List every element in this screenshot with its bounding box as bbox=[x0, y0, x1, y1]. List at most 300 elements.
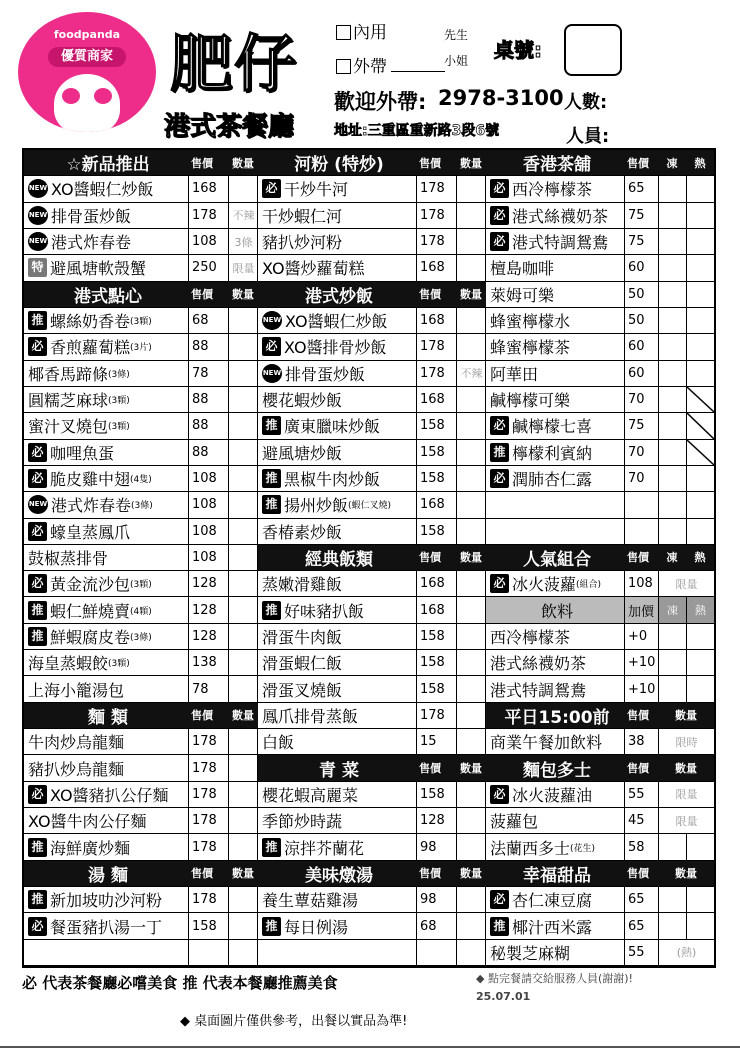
item-name bbox=[24, 834, 188, 859]
item-qty-cell[interactable] bbox=[228, 413, 258, 438]
menu-item[interactable] bbox=[486, 887, 714, 913]
menu-item[interactable] bbox=[24, 782, 258, 808]
menu-item[interactable] bbox=[258, 834, 486, 860]
item-qty-cell[interactable]: 3條 bbox=[228, 229, 258, 254]
cold-cell[interactable] bbox=[658, 176, 686, 201]
menu-item[interactable] bbox=[486, 834, 714, 860]
tag-new-icon: NEW bbox=[28, 495, 48, 514]
menu-item[interactable] bbox=[24, 571, 258, 597]
item-price: 60 bbox=[624, 334, 658, 359]
item-qty-cell[interactable] bbox=[456, 308, 486, 333]
item-qty-cell[interactable] bbox=[456, 703, 486, 728]
cold-cell[interactable] bbox=[658, 282, 686, 307]
cold-cell[interactable] bbox=[658, 440, 686, 465]
item-qty-cell[interactable] bbox=[456, 887, 486, 912]
hot-cell[interactable]: 熱 bbox=[694, 551, 706, 565]
menu-item[interactable] bbox=[486, 361, 714, 387]
menu-item[interactable] bbox=[486, 624, 714, 650]
item-name bbox=[258, 887, 416, 912]
item-price: 售價 bbox=[419, 867, 441, 881]
item-label: 蠔皇蒸鳳爪 bbox=[50, 522, 131, 542]
menu-item[interactable] bbox=[24, 676, 258, 702]
item-price: 168 bbox=[416, 492, 456, 517]
item-label: 上海小籠湯包 bbox=[28, 680, 125, 700]
item-name bbox=[24, 782, 188, 807]
item-qty-cell[interactable] bbox=[228, 624, 258, 649]
menu-item[interactable] bbox=[258, 229, 486, 255]
item-price: 75 bbox=[624, 229, 658, 254]
hot-cell[interactable] bbox=[686, 519, 714, 544]
tag-recommend-icon: 推 bbox=[262, 469, 281, 488]
hot-cell[interactable] bbox=[686, 413, 714, 438]
hot-cell[interactable] bbox=[686, 466, 714, 491]
tag-must-icon: 必 bbox=[28, 469, 47, 488]
item-name bbox=[258, 466, 416, 491]
cold-cell[interactable] bbox=[658, 887, 686, 912]
item-name bbox=[24, 913, 188, 938]
item-qty-cell[interactable] bbox=[228, 440, 258, 465]
restaurant-name: 肥仔 bbox=[170, 27, 299, 100]
item-qty-cell[interactable] bbox=[456, 519, 486, 544]
section-header bbox=[24, 282, 258, 308]
tag-must-icon: 必 bbox=[28, 785, 47, 804]
hot-cell[interactable] bbox=[686, 229, 714, 254]
item-qty-cell[interactable]: 限時 bbox=[658, 729, 714, 754]
item-price: 128 bbox=[416, 808, 456, 833]
item-qty-cell[interactable] bbox=[456, 387, 486, 412]
item-qty-cell[interactable]: 限量 bbox=[658, 782, 714, 807]
item-name bbox=[24, 676, 188, 701]
item-qty-cell[interactable] bbox=[228, 887, 258, 912]
item-label: 檀島咖啡 bbox=[490, 259, 555, 279]
menu-item[interactable] bbox=[486, 334, 714, 360]
menu-item[interactable] bbox=[24, 940, 258, 966]
menu-item[interactable] bbox=[258, 492, 486, 518]
item-qty-cell[interactable] bbox=[456, 334, 486, 359]
menu-item[interactable] bbox=[486, 808, 714, 834]
menu-item[interactable] bbox=[24, 203, 258, 229]
table-number-label: 桌號: bbox=[494, 38, 542, 62]
menu-item[interactable] bbox=[258, 203, 486, 229]
hot-cell[interactable] bbox=[686, 361, 714, 386]
item-price: 250 bbox=[188, 255, 228, 280]
menu-item[interactable] bbox=[258, 255, 486, 281]
item-label: XO醬蝦仁炒飯 bbox=[285, 312, 388, 332]
item-label: 每日例湯 bbox=[284, 917, 349, 937]
cold-cell[interactable] bbox=[658, 361, 686, 386]
item-label: 揚州炒飯 bbox=[284, 496, 349, 516]
hot-cell[interactable] bbox=[686, 440, 714, 465]
item-price: 加價 bbox=[624, 597, 658, 622]
menu-item[interactable] bbox=[258, 440, 486, 466]
item-price: 68 bbox=[416, 913, 456, 938]
item-label: 養生蕈菇雞湯 bbox=[262, 891, 359, 911]
item-qty-cell[interactable] bbox=[228, 782, 258, 807]
item-price: 60 bbox=[624, 255, 658, 280]
hot-cell[interactable]: 熱 bbox=[694, 156, 706, 170]
item-qty-cell[interactable] bbox=[456, 913, 486, 938]
item-qty-cell[interactable] bbox=[456, 492, 486, 517]
item-label: 圓糯芝麻球 bbox=[28, 391, 109, 411]
item-qty-cell[interactable] bbox=[228, 913, 258, 938]
section-header bbox=[486, 150, 714, 176]
menu-item[interactable] bbox=[24, 492, 258, 518]
menu-item[interactable] bbox=[486, 940, 714, 966]
item-qty-cell[interactable] bbox=[228, 650, 258, 675]
item-price: 88 bbox=[188, 334, 228, 359]
checkbox-icon[interactable] bbox=[336, 59, 351, 74]
item-label: 港式特調鴛鴦 bbox=[490, 680, 587, 700]
hot-cell[interactable] bbox=[686, 676, 714, 701]
menu-item[interactable] bbox=[486, 282, 714, 308]
item-price bbox=[624, 519, 658, 544]
menu-item[interactable] bbox=[258, 597, 486, 623]
cold-cell[interactable] bbox=[658, 834, 686, 859]
menu-item[interactable] bbox=[258, 703, 486, 729]
hot-cell[interactable] bbox=[686, 913, 714, 938]
takeout-option[interactable]: 外帶 bbox=[336, 52, 445, 77]
item-qty-cell[interactable] bbox=[228, 466, 258, 491]
item-name bbox=[486, 492, 624, 517]
item-qty-cell[interactable] bbox=[228, 755, 258, 780]
item-qty-cell[interactable] bbox=[456, 255, 486, 280]
item-quantity-note: (3顆) bbox=[130, 580, 152, 591]
item-price: 售價 bbox=[419, 762, 441, 776]
item-label: 港式炸春卷 bbox=[51, 496, 132, 516]
item-name bbox=[24, 729, 188, 754]
item-quantity-note: (3顆) bbox=[108, 659, 130, 670]
item-name bbox=[24, 203, 188, 228]
item-price: +10 bbox=[624, 650, 658, 675]
item-label: 港式絲襪奶茶 bbox=[512, 206, 609, 226]
menu-item[interactable] bbox=[258, 729, 486, 755]
item-name bbox=[258, 150, 416, 175]
item-label: 避風塘炒飯 bbox=[262, 443, 343, 463]
item-qty-cell[interactable] bbox=[456, 571, 486, 596]
cold-cell[interactable] bbox=[658, 387, 686, 412]
item-name bbox=[24, 229, 188, 254]
item-price: 70 bbox=[624, 466, 658, 491]
menu-item[interactable] bbox=[24, 834, 258, 860]
item-price bbox=[416, 940, 456, 965]
item-label: 飲料 bbox=[540, 601, 573, 621]
item-qty-cell[interactable] bbox=[228, 387, 258, 412]
section-header bbox=[258, 861, 486, 887]
menu-item[interactable] bbox=[258, 466, 486, 492]
item-qty-cell[interactable] bbox=[228, 308, 258, 333]
item-price: 88 bbox=[188, 440, 228, 465]
item-label: 椰香馬蹄條 bbox=[28, 364, 109, 384]
item-qty-cell[interactable] bbox=[456, 413, 486, 438]
menu-item[interactable] bbox=[486, 255, 714, 281]
item-qty-cell[interactable] bbox=[456, 650, 486, 675]
item-qty-cell: 數量 bbox=[460, 288, 482, 302]
menu-item[interactable] bbox=[24, 755, 258, 781]
cold-cell[interactable] bbox=[658, 466, 686, 491]
item-name bbox=[486, 282, 624, 307]
item-qty-cell[interactable] bbox=[228, 571, 258, 596]
cold-cell[interactable] bbox=[658, 229, 686, 254]
item-price: 售價 bbox=[191, 288, 213, 302]
cold-cell[interactable]: 凍 bbox=[666, 156, 678, 170]
item-qty-cell[interactable] bbox=[456, 440, 486, 465]
item-qty-cell[interactable] bbox=[228, 492, 258, 517]
item-price: 70 bbox=[624, 440, 658, 465]
cold-cell[interactable] bbox=[658, 650, 686, 675]
item-qty-cell[interactable] bbox=[228, 176, 258, 201]
item-qty-cell[interactable]: 不辣 bbox=[456, 361, 486, 386]
item-qty-cell[interactable]: 限量 bbox=[228, 255, 258, 280]
item-price: 售價 bbox=[191, 709, 213, 723]
item-price: 158 bbox=[416, 519, 456, 544]
menu-item[interactable] bbox=[486, 492, 714, 518]
menu-item[interactable] bbox=[24, 308, 258, 334]
menu-item[interactable] bbox=[486, 176, 714, 202]
menu-item[interactable] bbox=[486, 782, 714, 808]
menu-item[interactable] bbox=[258, 519, 486, 545]
item-label: 冰火菠蘿 bbox=[512, 575, 577, 595]
menu-item[interactable] bbox=[258, 413, 486, 439]
menu-item[interactable] bbox=[24, 413, 258, 439]
item-name bbox=[24, 887, 188, 912]
item-label: 脆皮雞中翅 bbox=[50, 470, 131, 490]
item-price: 68 bbox=[188, 308, 228, 333]
item-label: 潤肺杏仁露 bbox=[512, 470, 593, 490]
item-name bbox=[486, 597, 624, 622]
hot-cell[interactable] bbox=[686, 334, 714, 359]
item-name bbox=[258, 361, 416, 386]
item-qty-cell[interactable] bbox=[456, 782, 486, 807]
menu-item[interactable] bbox=[24, 913, 258, 939]
item-qty-cell[interactable] bbox=[456, 729, 486, 754]
item-label: ☆新品推出 bbox=[66, 155, 150, 176]
tag-special-icon: 特 bbox=[28, 258, 47, 277]
hot-cell[interactable] bbox=[686, 387, 714, 412]
section-header bbox=[258, 755, 486, 781]
restaurant-subtitle: 港式茶餐廳 bbox=[164, 112, 295, 142]
item-qty-cell[interactable] bbox=[228, 940, 258, 965]
item-qty-cell[interactable] bbox=[456, 624, 486, 649]
menu-item[interactable] bbox=[258, 571, 486, 597]
dine-in-option[interactable]: 內用 bbox=[336, 18, 387, 43]
cold-cell[interactable]: 凍 bbox=[658, 597, 686, 622]
item-qty-cell[interactable]: (熱) bbox=[658, 940, 714, 965]
menu-item[interactable] bbox=[258, 808, 486, 834]
item-qty-cell[interactable] bbox=[456, 597, 486, 622]
item-label: 鮮蝦腐皮卷 bbox=[50, 627, 131, 647]
item-qty-cell[interactable] bbox=[456, 940, 486, 965]
cold-cell[interactable] bbox=[658, 519, 686, 544]
menu-item[interactable] bbox=[486, 650, 714, 676]
menu-item[interactable] bbox=[258, 650, 486, 676]
tag-recommend-icon: 推 bbox=[262, 601, 281, 620]
cold-cell[interactable] bbox=[658, 624, 686, 649]
mr-label: 先生 bbox=[444, 28, 469, 42]
hot-cell[interactable] bbox=[686, 887, 714, 912]
item-name bbox=[258, 676, 416, 701]
menu-item[interactable] bbox=[24, 440, 258, 466]
item-name bbox=[486, 150, 624, 175]
item-name bbox=[258, 413, 416, 438]
cold-cell[interactable] bbox=[658, 334, 686, 359]
item-label: 西冷檸檬茶 bbox=[512, 180, 593, 200]
item-qty-cell[interactable] bbox=[456, 834, 486, 859]
tag-must-icon: 必 bbox=[28, 443, 47, 462]
menu-item[interactable] bbox=[486, 466, 714, 492]
tag-must-icon: 必 bbox=[262, 337, 281, 356]
hot-cell[interactable] bbox=[686, 255, 714, 280]
item-qty-cell[interactable] bbox=[228, 808, 258, 833]
menu-item[interactable] bbox=[24, 229, 258, 255]
menu-item[interactable] bbox=[24, 650, 258, 676]
menu-item[interactable] bbox=[486, 729, 714, 755]
item-qty-cell[interactable] bbox=[228, 729, 258, 754]
item-label: 西冷檸檬茶 bbox=[490, 627, 571, 647]
item-price: 88 bbox=[188, 387, 228, 412]
menu-item[interactable] bbox=[258, 334, 486, 360]
menu-item[interactable] bbox=[24, 729, 258, 755]
menu-item[interactable] bbox=[258, 308, 486, 334]
hot-cell[interactable] bbox=[686, 308, 714, 333]
item-name bbox=[24, 334, 188, 359]
item-name bbox=[24, 545, 188, 570]
hot-cell[interactable] bbox=[686, 650, 714, 675]
menu-item[interactable] bbox=[258, 887, 486, 913]
item-price: 158 bbox=[416, 650, 456, 675]
menu-item[interactable] bbox=[258, 940, 486, 966]
hot-cell[interactable] bbox=[686, 282, 714, 307]
tag-must-icon: 必 bbox=[28, 574, 47, 593]
item-qty-cell[interactable] bbox=[456, 808, 486, 833]
item-quantity-note: (3條) bbox=[108, 369, 130, 380]
menu-item[interactable] bbox=[258, 676, 486, 702]
menu-item[interactable] bbox=[24, 808, 258, 834]
menu-item[interactable] bbox=[486, 387, 714, 413]
item-name bbox=[24, 703, 188, 728]
item-price: 178 bbox=[188, 808, 228, 833]
menu-item[interactable] bbox=[486, 440, 714, 466]
menu-item[interactable] bbox=[24, 255, 258, 281]
item-label: 港式炸春卷 bbox=[51, 233, 132, 253]
item-price: 178 bbox=[188, 729, 228, 754]
menu-item[interactable] bbox=[486, 413, 714, 439]
item-qty-cell[interactable] bbox=[228, 519, 258, 544]
item-qty-cell[interactable]: 不辣 bbox=[228, 203, 258, 228]
item-qty-cell[interactable] bbox=[456, 176, 486, 201]
item-price: 158 bbox=[416, 413, 456, 438]
item-name bbox=[258, 571, 416, 596]
menu-item[interactable] bbox=[486, 308, 714, 334]
hot-cell[interactable] bbox=[686, 624, 714, 649]
menu-item[interactable] bbox=[24, 597, 258, 623]
menu-item[interactable] bbox=[486, 571, 714, 597]
item-qty-cell[interactable] bbox=[228, 597, 258, 622]
table-number-box[interactable] bbox=[564, 24, 622, 76]
item-price: 178 bbox=[416, 229, 456, 254]
hot-cell[interactable] bbox=[686, 834, 714, 859]
menu-item[interactable] bbox=[258, 782, 486, 808]
menu-item[interactable] bbox=[258, 913, 486, 939]
menu-item[interactable] bbox=[24, 387, 258, 413]
menu-item[interactable] bbox=[24, 887, 258, 913]
item-price: 售價 bbox=[627, 762, 649, 776]
menu-item[interactable] bbox=[24, 176, 258, 202]
hot-cell[interactable] bbox=[686, 176, 714, 201]
item-price: 168 bbox=[188, 176, 228, 201]
menu-item[interactable] bbox=[486, 519, 714, 545]
item-name bbox=[486, 913, 624, 938]
item-price: 128 bbox=[188, 571, 228, 596]
item-qty-cell: 數量 bbox=[460, 156, 482, 170]
item-label: 萊姆可樂 bbox=[490, 285, 555, 305]
menu-item[interactable] bbox=[24, 624, 258, 650]
item-qty-cell[interactable] bbox=[228, 676, 258, 701]
item-label: 美味燉湯 bbox=[305, 865, 373, 886]
item-price: 178 bbox=[188, 755, 228, 780]
item-qty-cell[interactable] bbox=[456, 676, 486, 701]
item-name bbox=[486, 834, 624, 859]
item-qty-cell[interactable] bbox=[228, 834, 258, 859]
item-price: 178 bbox=[188, 782, 228, 807]
cold-cell[interactable] bbox=[658, 203, 686, 228]
item-name bbox=[24, 861, 188, 886]
menu-item[interactable] bbox=[24, 361, 258, 387]
cold-cell[interactable] bbox=[658, 413, 686, 438]
hot-cell[interactable] bbox=[686, 203, 714, 228]
item-qty-cell[interactable] bbox=[456, 229, 486, 254]
item-qty-cell[interactable] bbox=[456, 203, 486, 228]
menu-item[interactable] bbox=[24, 334, 258, 360]
item-name bbox=[486, 308, 624, 333]
item-qty-cell[interactable] bbox=[228, 545, 258, 570]
menu-item[interactable] bbox=[258, 387, 486, 413]
menu-item[interactable] bbox=[486, 913, 714, 939]
item-label: 蜂蜜檸檬茶 bbox=[490, 338, 571, 358]
item-qty-cell[interactable] bbox=[228, 334, 258, 359]
menu-item[interactable] bbox=[24, 466, 258, 492]
item-quantity-note: (4顆) bbox=[130, 606, 152, 617]
item-qty-cell[interactable] bbox=[456, 466, 486, 491]
item-name bbox=[486, 203, 624, 228]
hot-cell[interactable]: 熱 bbox=[686, 597, 714, 622]
hot-cell[interactable] bbox=[686, 492, 714, 517]
item-label: 椰汁西米露 bbox=[512, 917, 593, 937]
item-label: 排骨蛋炒飯 bbox=[285, 364, 366, 384]
cold-cell[interactable] bbox=[658, 308, 686, 333]
cold-cell[interactable] bbox=[658, 255, 686, 280]
menu-item[interactable] bbox=[486, 229, 714, 255]
checkbox-icon[interactable] bbox=[336, 25, 351, 40]
item-qty-cell: 數量 bbox=[460, 551, 482, 565]
menu-item[interactable] bbox=[258, 361, 486, 387]
menu-item[interactable] bbox=[486, 676, 714, 702]
cold-cell[interactable] bbox=[658, 913, 686, 938]
cold-cell[interactable] bbox=[658, 676, 686, 701]
menu-item[interactable] bbox=[486, 203, 714, 229]
section-header bbox=[24, 150, 258, 176]
item-qty-cell[interactable] bbox=[228, 361, 258, 386]
item-qty-cell[interactable]: 限量 bbox=[658, 571, 714, 596]
menu-item[interactable] bbox=[258, 624, 486, 650]
menu-item[interactable] bbox=[24, 545, 258, 571]
cold-cell[interactable]: 凍 bbox=[666, 551, 678, 565]
item-label: 黑椒牛肉炒飯 bbox=[284, 470, 381, 490]
menu-item[interactable] bbox=[258, 176, 486, 202]
item-qty-cell[interactable]: 限量 bbox=[658, 808, 714, 833]
menu-item[interactable] bbox=[24, 519, 258, 545]
cold-cell[interactable] bbox=[658, 492, 686, 517]
item-label: 港式特調鴛鴦 bbox=[512, 233, 609, 253]
